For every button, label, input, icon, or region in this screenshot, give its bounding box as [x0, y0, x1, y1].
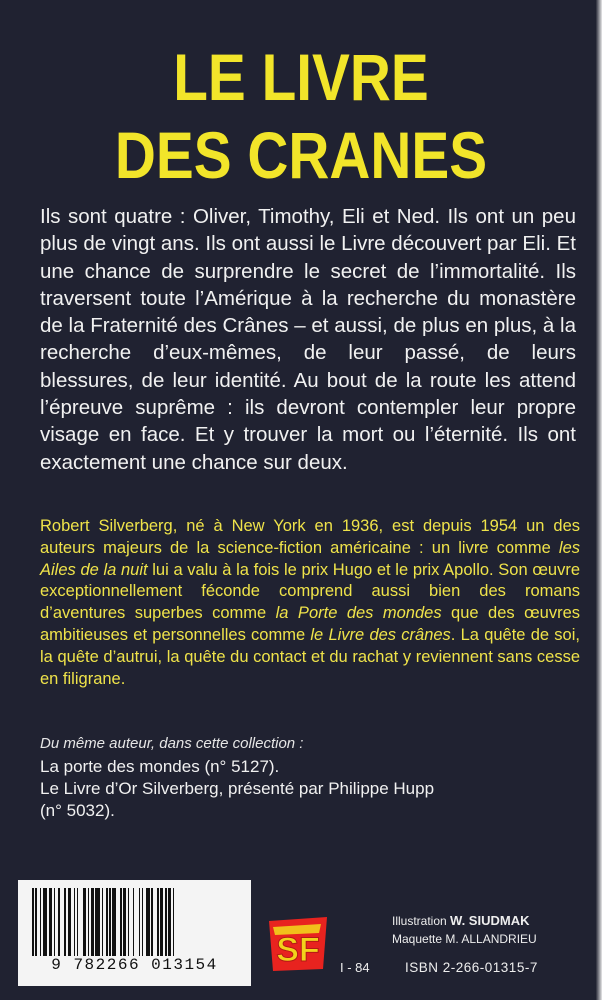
same-author-list	[40, 756, 580, 822]
author-bio	[40, 516, 580, 690]
illustration-label: Illustration	[392, 914, 451, 928]
same-author-label: Du même auteur, dans cette collection :	[40, 735, 304, 752]
synopsis-text: Ils sont quatre : Oliver, Timothy, Eli et Ned. Ils ont un peu plus de vingt ans. Ils ont aussi le Livre découvert par Eli. Et une chance de surprendre le secret de l’immortalité. Ils traversent toute l’Amérique à la recherche du monastère de la Fraternité des Crânes – et aussi, de plus en plus, à la recherche d’eux-mêmes, de leur passé, de leurs blessures, de leur identité. Au bout de la route les attend l’épreuve suprême : ils devront contempler leur propre visage en face. Et y trouver la mort ou l’éternité. Ils ont exactement une chance sur deux.	[40, 205, 576, 474]
series-code: I - 84	[340, 960, 370, 975]
isbn: ISBN 2-266-01315-7	[405, 960, 538, 975]
bio-part-4: . La quête de soi, la quête d’autrui, la quête du contact et du rachat y reviennent sans cesse en filigrane.	[40, 625, 580, 688]
title-line-1: LE LIVRE	[173, 40, 429, 114]
title-line-2: DES CRANES	[114, 118, 488, 192]
barcode-number: 9 782266 013154	[51, 956, 218, 974]
illustrator-name: W. SIUDMAK	[450, 913, 530, 928]
bio-title-3: le Livre des crânes	[310, 625, 451, 644]
maquette-credit: Maquette M. ALLANDRIEU	[392, 932, 537, 946]
cover-edge	[596, 0, 602, 1000]
same-author-item: (n° 5032).	[40, 801, 115, 820]
barcode	[18, 880, 251, 986]
bio-part-3: que des œuvres ambitieuses et personnelles comme	[40, 604, 581, 644]
sf-logo-icon	[265, 915, 331, 973]
bio-part-2: lui a valu à la fois le prix Hugo et le prix Apollo. Son œuvre exceptionnellement féconde comprend aussi bien des romans d’aventures superbes comme	[40, 560, 580, 623]
bio-title-1: les Ailes de la nuit	[40, 538, 580, 579]
illustration-credit	[392, 912, 537, 930]
bio-part-1: Robert Silverberg, né à New York en 1936, est depuis 1954 un des auteurs majeurs de la science-fiction américaine : un livre comme	[40, 517, 580, 557]
barcode-bars	[32, 888, 242, 956]
same-author-item: La porte des mondes (n° 5127).	[40, 757, 280, 776]
bio-title-2: la Porte des mondes	[275, 604, 442, 623]
credits	[392, 912, 537, 948]
same-author-item: Le Livre d’Or Silverberg, présenté par Philippe Hupp	[40, 779, 435, 798]
barcode-bar	[174, 888, 176, 956]
sf-logo-text: SF	[276, 931, 320, 969]
